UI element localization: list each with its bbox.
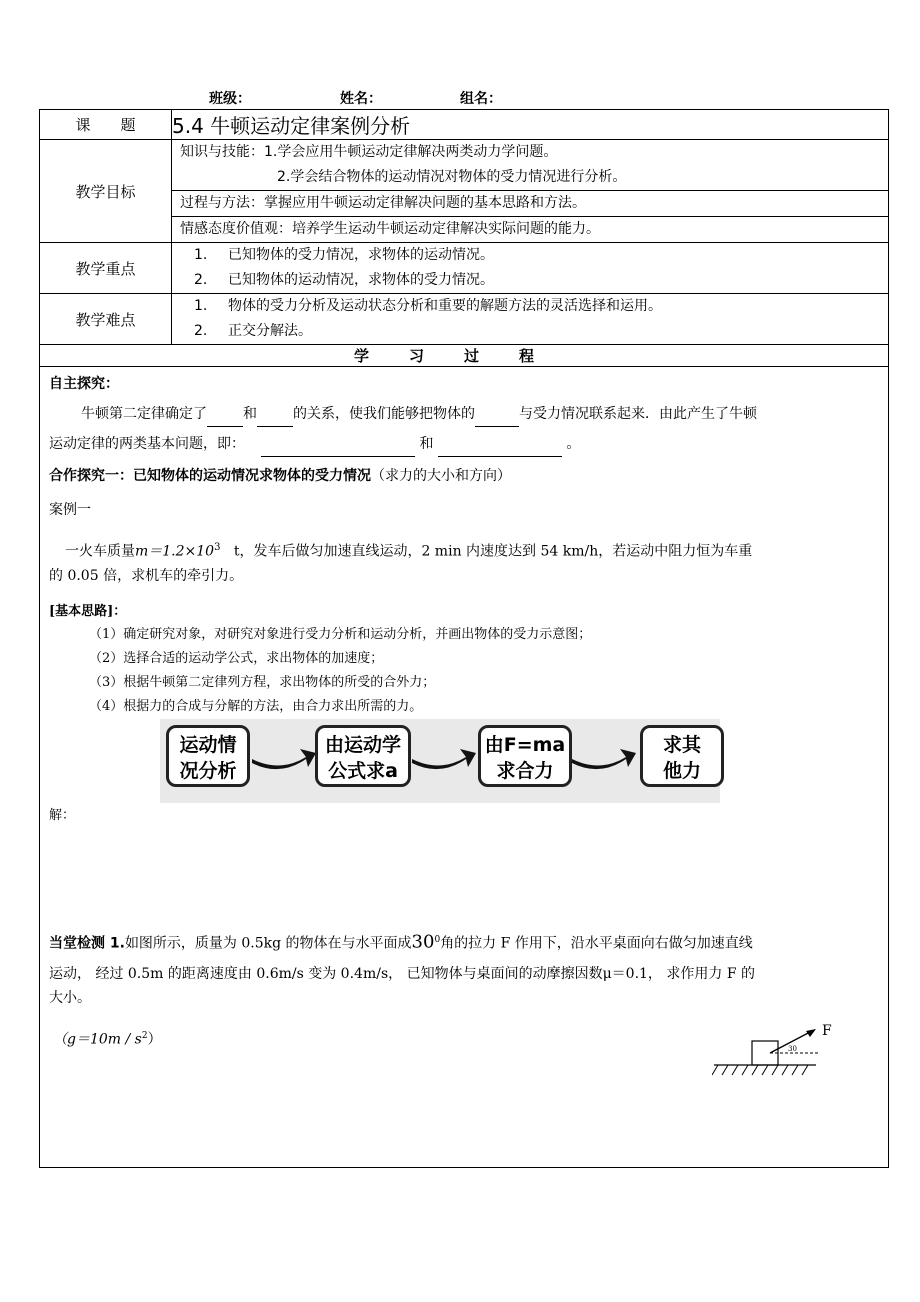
coop-heading bbox=[49, 463, 879, 489]
goal-line: 知识与技能：1.学会应用牛顿运动定律解决两类动力学问题。 bbox=[180, 144, 558, 160]
text-fragment: t，发车后做匀加速直线运动，2 min 内速度达到 54 km/h，若运动中阻力恒为车重 bbox=[233, 543, 753, 560]
self-explore-paragraph-2 bbox=[49, 431, 879, 457]
step-item: （1）确定研究对象，对研究对象进行受力分析和运动分析，并画出物体的受力示意图； bbox=[89, 627, 592, 642]
degree-mark: 0 bbox=[434, 935, 441, 945]
text-fragment: 牛顿第二定律确定了 bbox=[81, 406, 207, 422]
text-fragment: 与受力情况联系起来．由此产生了牛顿 bbox=[519, 406, 757, 422]
key-point bbox=[172, 268, 888, 293]
flow-step-1 bbox=[166, 725, 250, 787]
hatching bbox=[712, 1065, 808, 1075]
case-label: 案例一 bbox=[49, 502, 91, 518]
force-label: F bbox=[822, 1023, 832, 1039]
difficult-point-num: 2. bbox=[194, 323, 208, 339]
flow-text: 运动情 bbox=[179, 734, 237, 756]
fill-blank[interactable] bbox=[257, 408, 293, 427]
flow-text: 况分析 bbox=[179, 760, 237, 782]
difficult-point-num: 1. bbox=[194, 298, 208, 314]
goal-line: 过程与方法：掌握应用牛顿运动定律解决问题的基本思路和方法。 bbox=[172, 190, 888, 216]
goals-cell bbox=[172, 140, 889, 243]
flow-text: 求其 bbox=[662, 734, 701, 756]
text-fragment: 。 bbox=[566, 436, 581, 452]
text-fragment: 的关系，使我们能够把物体的 bbox=[293, 406, 475, 422]
solution-flowchart bbox=[160, 719, 720, 809]
difficult-points-cell bbox=[172, 294, 889, 345]
force-diagram bbox=[712, 1023, 842, 1087]
class-label: 班级： bbox=[209, 91, 251, 107]
learning-process-body bbox=[40, 367, 889, 1168]
check-angle: 30 bbox=[411, 931, 435, 953]
flow-step-3 bbox=[478, 725, 572, 787]
case-problem bbox=[49, 535, 879, 565]
coop-title: 合作探究一：已知物体的运动情况求物体的受力情况 bbox=[49, 468, 371, 484]
check-title: 当堂检测 1. bbox=[49, 935, 125, 952]
difficult-point-text: 物体的受力分析及运动状态分析和重要的解题方法的灵活选择和运用。 bbox=[228, 298, 662, 314]
flow-text: 他力 bbox=[662, 760, 701, 782]
group-label: 组名： bbox=[460, 91, 502, 107]
process-heading: 学习过程 bbox=[40, 345, 889, 367]
text-fragment: 一火车质量 bbox=[65, 543, 135, 560]
fill-blank[interactable] bbox=[438, 438, 562, 457]
lesson-title: 5.4 牛顿运动定律案例分析 bbox=[172, 110, 889, 140]
flow-step-4 bbox=[640, 725, 724, 787]
name-label: 姓名： bbox=[340, 91, 382, 107]
key-point-text: 已知物体的运动情况，求物体的受力情况。 bbox=[228, 272, 494, 288]
key-label: 教学重点 bbox=[40, 243, 172, 294]
flow-text: 由F=ma bbox=[484, 734, 566, 756]
key-points-cell bbox=[172, 243, 889, 294]
goal-line: 情感态度价值观：培养学生运动牛顿运动定律解决实际问题的能力。 bbox=[172, 216, 888, 242]
idea-title: [基本思路]： bbox=[49, 604, 127, 619]
fill-blank[interactable] bbox=[475, 408, 519, 427]
case-exponent: 3 bbox=[214, 542, 221, 553]
gravity-exponent: 2 bbox=[141, 1031, 148, 1041]
self-explore-paragraph bbox=[49, 401, 879, 427]
difficult-label: 教学难点 bbox=[40, 294, 172, 345]
lesson-plan-table bbox=[39, 109, 889, 1168]
goal-line: 2.学会结合物体的运动情况对物体的受力情况进行分析。 bbox=[277, 169, 627, 185]
key-point-text: 已知物体的受力情况，求物体的运动情况。 bbox=[228, 247, 494, 263]
check-problem-cont: 运动， 经过 0.5m 的距离速度由 0.6m/s 变为 0.4m/s， 已知物体与桌面间的动摩擦因数μ＝0.1， 求作用力 F 的 bbox=[49, 966, 755, 982]
step-item: （2）选择合适的运动学公式，求出物体的加速度； bbox=[89, 651, 384, 666]
difficult-point bbox=[172, 294, 888, 319]
check-problem bbox=[49, 927, 879, 957]
text-fragment: 如图所示，质量为 0.5kg 的物体在与水平面成 bbox=[124, 935, 412, 952]
fill-blank[interactable] bbox=[207, 408, 243, 427]
difficult-point-text: 正交分解法。 bbox=[228, 323, 312, 339]
flow-text: 公式求a bbox=[328, 760, 398, 782]
step-item: （3）根据牛顿第二定律列方程，求出物体的所受的合外力； bbox=[89, 675, 436, 690]
case-mass: m＝1.2×10 bbox=[135, 543, 215, 560]
fill-blank[interactable] bbox=[261, 438, 415, 457]
text-fragment: ） bbox=[147, 1031, 162, 1048]
goals-label: 教学目标 bbox=[40, 140, 172, 243]
difficult-point bbox=[172, 319, 888, 344]
key-point-num: 1. bbox=[194, 247, 208, 263]
block-shape bbox=[752, 1041, 778, 1065]
topic-label: 课 题 bbox=[40, 110, 172, 140]
flow-step-2 bbox=[315, 725, 411, 787]
flow-text: 求合力 bbox=[496, 760, 554, 782]
solution-label: 解： bbox=[49, 808, 76, 823]
text-fragment: 和 bbox=[243, 406, 257, 422]
check-problem-end: 大小。 bbox=[49, 990, 91, 1006]
gravity-value: （g＝10m / s bbox=[53, 1031, 142, 1048]
text-fragment: 和 bbox=[419, 436, 434, 452]
step-item: （4）根据力的合成与分解的方法，由合力求出所需的力。 bbox=[89, 699, 423, 714]
self-explore-title: 自主探究： bbox=[49, 376, 119, 392]
key-point-num: 2. bbox=[194, 272, 208, 288]
case-problem-cont: 的 0.05 倍，求机车的牵引力。 bbox=[49, 568, 244, 584]
flow-text: 由运动学 bbox=[324, 734, 401, 756]
coop-note: （求力的大小和方向） bbox=[371, 468, 511, 484]
key-point bbox=[172, 243, 888, 268]
text-fragment: 运动定律的两类基本问题，即： bbox=[49, 436, 245, 452]
text-fragment: 角的拉力 F 作用下，沿水平桌面向右做匀加速直线 bbox=[440, 935, 753, 952]
arrowhead-icon bbox=[806, 1029, 816, 1037]
angle-label: 30 bbox=[788, 1045, 797, 1053]
